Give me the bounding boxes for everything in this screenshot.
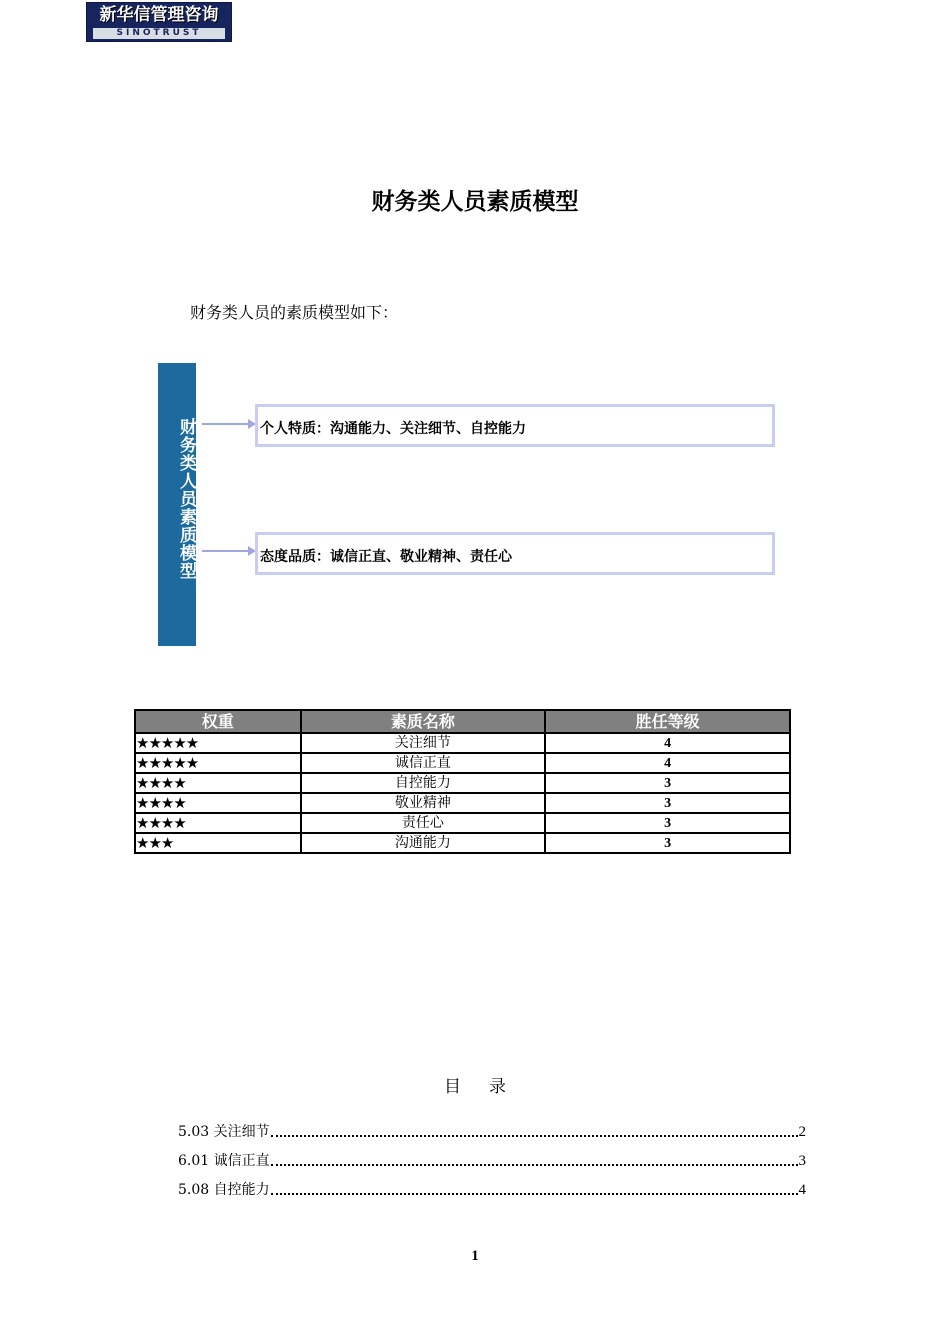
toc-leader-dots [271,1193,798,1195]
weight-stars: ★★★★ [135,813,301,833]
logo-english-text: SINOTRUST [93,28,225,39]
weight-stars: ★★★★★ [135,753,301,773]
table-row [135,753,790,773]
toc-entry-page: 2 [798,1124,806,1140]
logo-chinese-text: 新华信管理咨询 [99,5,219,25]
competency-level: 3 [545,773,790,793]
header-weight: 权重 [135,710,301,733]
table-header-row [135,710,790,733]
weight-stars: ★★★★★ [135,733,301,753]
competency-name: 沟通能力 [301,833,546,853]
header-competency-name: 素质名称 [301,710,546,733]
toc-entry-page: 3 [798,1153,806,1169]
toc-title: 目录 [444,1077,534,1097]
competency-table [134,709,791,854]
personal-traits-text: 个人特质：沟通能力、关注细节、自控能力 [260,421,526,437]
competency-level: 3 [545,793,790,813]
toc-entry[interactable] [178,1180,806,1200]
competency-name: 责任心 [301,813,546,833]
table-row [135,833,790,853]
table-row [135,773,790,793]
competency-level: 3 [545,813,790,833]
model-vertical-label-bar [158,363,196,646]
weight-stars: ★★★ [135,833,301,853]
toc-leader-dots [271,1135,798,1137]
toc-entry-label: 5.08 自控能力 [178,1182,270,1198]
weight-stars: ★★★★ [135,793,301,813]
model-bar-label: 财务类人员素质模型 [176,418,196,580]
table-row [135,813,790,833]
toc-entry-label: 5.03 关注细节 [178,1124,270,1140]
competency-name: 敬业精神 [301,793,546,813]
competency-name: 自控能力 [301,773,546,793]
document-title: 财务类人员素质模型 [371,189,579,215]
intro-paragraph: 财务类人员的素质模型如下： [190,303,399,322]
page-number: 1 [471,1248,479,1264]
table-row [135,733,790,753]
toc-entry[interactable] [178,1151,806,1171]
arrow-right-icon [202,550,250,552]
toc-entry-page: 4 [798,1182,806,1198]
company-logo [86,2,232,42]
weight-stars: ★★★★ [135,773,301,793]
competency-name: 诚信正直 [301,753,546,773]
table-row [135,793,790,813]
attitude-quality-box [255,532,775,575]
competency-level: 3 [545,833,790,853]
personal-traits-box [255,404,775,447]
competency-level: 4 [545,733,790,753]
toc-entry[interactable] [178,1122,806,1142]
competency-level: 4 [545,753,790,773]
competency-name: 关注细节 [301,733,546,753]
attitude-quality-text: 态度品质：诚信正直、敬业精神、责任心 [260,549,512,565]
toc-leader-dots [271,1164,798,1166]
header-competency-level: 胜任等级 [545,710,790,733]
toc-entry-label: 6.01 诚信正直 [178,1153,270,1169]
arrow-right-icon [202,423,250,425]
